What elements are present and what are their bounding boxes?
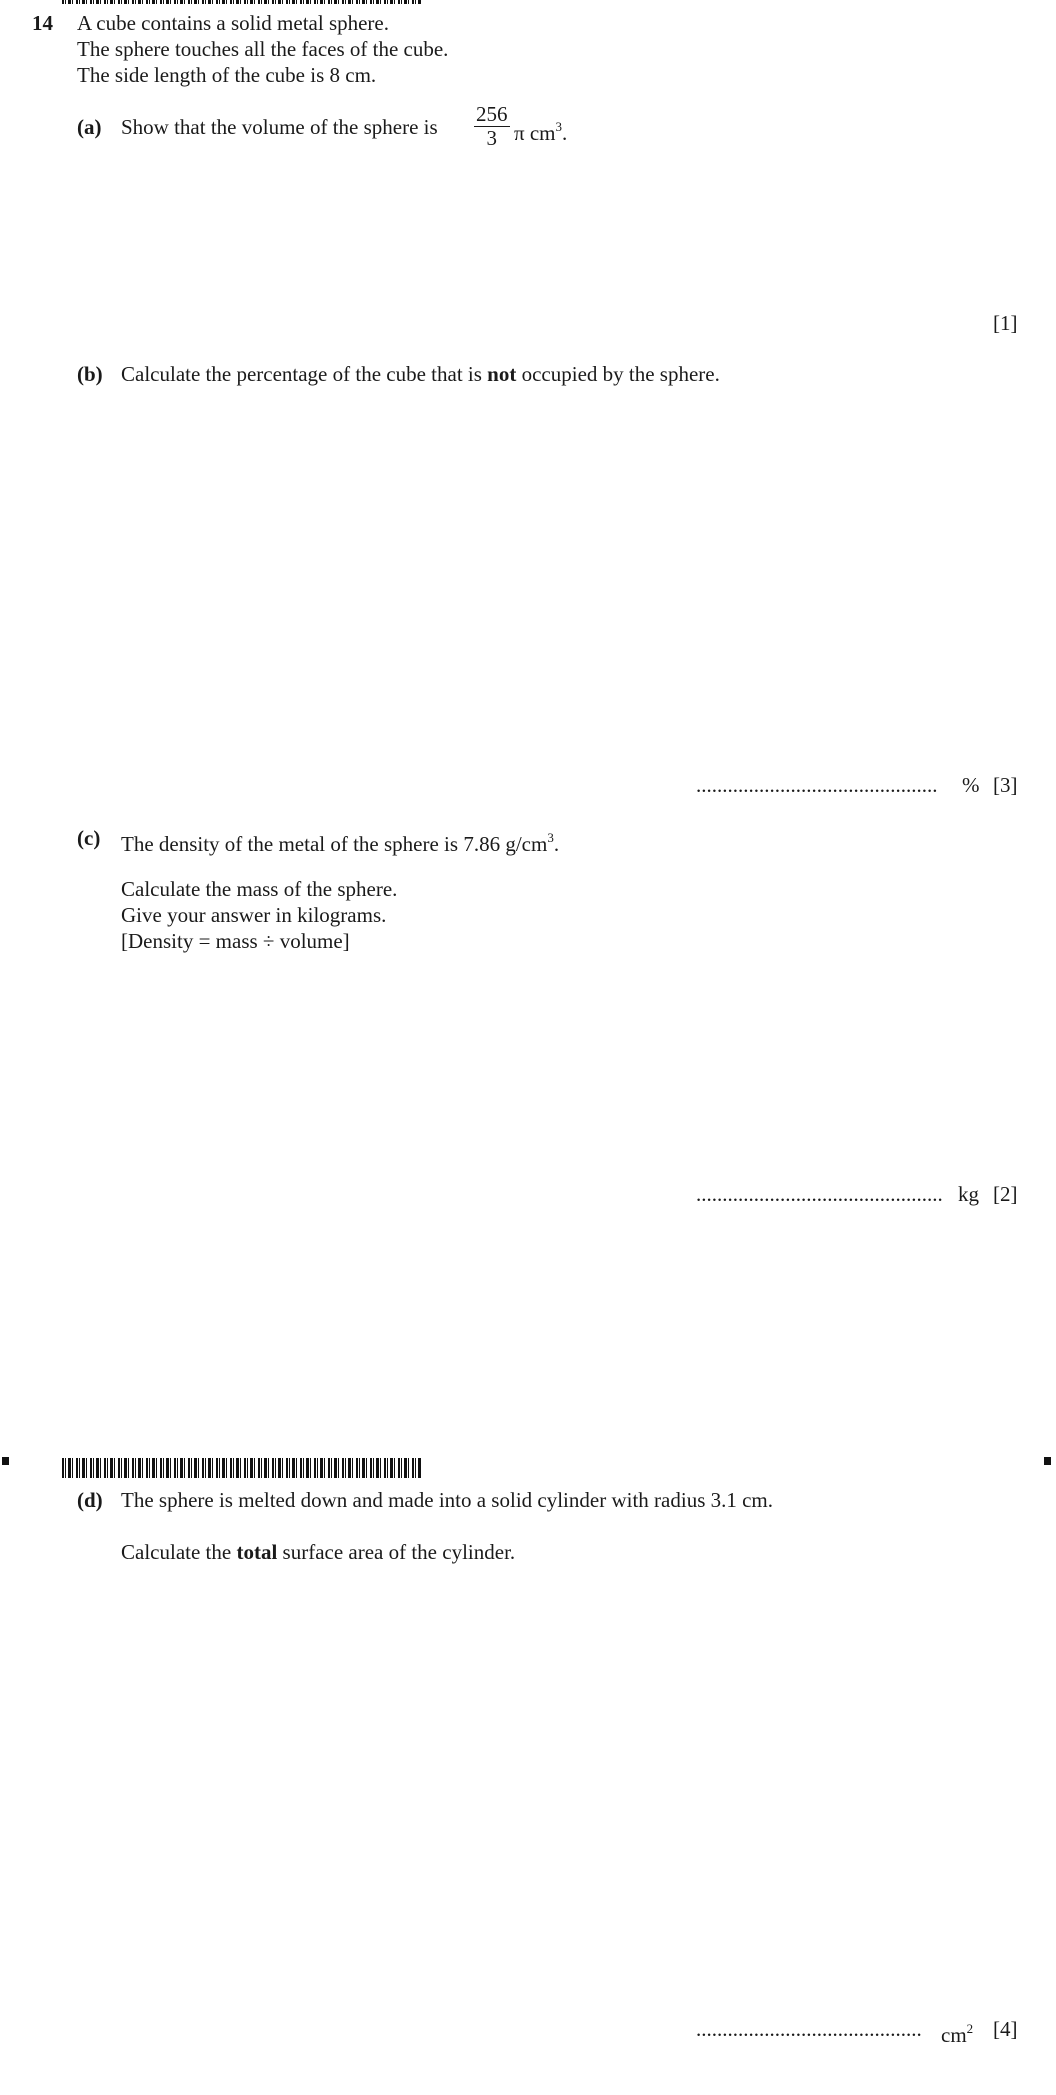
left-margin-mark	[2, 1457, 9, 1465]
part-c-unit: kg	[958, 1182, 979, 1206]
part-d-label: (d)	[77, 1488, 103, 1512]
part-c-text: The density of the metal of the sphere is 7.86 $g/cm^3$.	[121, 830, 560, 856]
part-d-calc: Calculate the total surface area of the cylinder.	[121, 1540, 516, 1564]
exponent: 2	[966, 2021, 974, 2036]
part-a-marks: [1]	[993, 311, 1018, 335]
fraction-denominator: 3	[486, 126, 497, 150]
part-b-marks: [3]	[993, 773, 1018, 797]
part-b-answer-line[interactable]: ..............................................	[696, 773, 938, 797]
part-c-line-2: Give your answer in kilograms.	[121, 903, 387, 927]
part-c-answer-line[interactable]: ...............................................	[696, 1182, 943, 1206]
part-c-line-3: [Density = mass ÷ volume]	[121, 929, 350, 953]
part-b-unit: %	[962, 773, 980, 797]
intro-line-2: The sphere touches all the faces of the cube.	[77, 37, 449, 61]
exponent: 3	[547, 830, 554, 845]
question-number: 14	[32, 11, 53, 35]
intro-line-1: A cube contains a solid metal sphere.	[77, 11, 389, 35]
part-a-text: Show that the volume of the sphere is	[121, 115, 438, 139]
part-d-answer-line[interactable]: ...........................................	[696, 2017, 922, 2041]
part-a-fraction	[474, 102, 510, 149]
part-d-unit: $cm^2$	[941, 2021, 974, 2047]
right-margin-mark	[1044, 1457, 1051, 1465]
part-d-text: The sphere is melted down and made into a solid cylinder with radius 3.1 cm.	[121, 1488, 774, 1512]
fraction-numerator: 256	[476, 102, 508, 126]
part-a-label: (a)	[77, 115, 102, 139]
exponent: 3	[555, 119, 563, 134]
part-c-marks: [2]	[993, 1182, 1018, 1206]
page-barcode	[62, 1458, 422, 1478]
part-d-marks: [4]	[993, 2017, 1018, 2041]
part-c-label: (c)	[77, 826, 101, 850]
intro-line-3: The side length of the cube is 8 cm.	[77, 63, 377, 87]
part-a-unit: π $cm^3$.	[514, 119, 568, 145]
part-b-label: (b)	[77, 362, 103, 386]
top-barcode	[62, 0, 422, 4]
part-b-text: Calculate the percentage of the cube that is not occupied by the sphere.	[121, 362, 720, 386]
part-c-line-1: Calculate the mass of the sphere.	[121, 877, 398, 901]
